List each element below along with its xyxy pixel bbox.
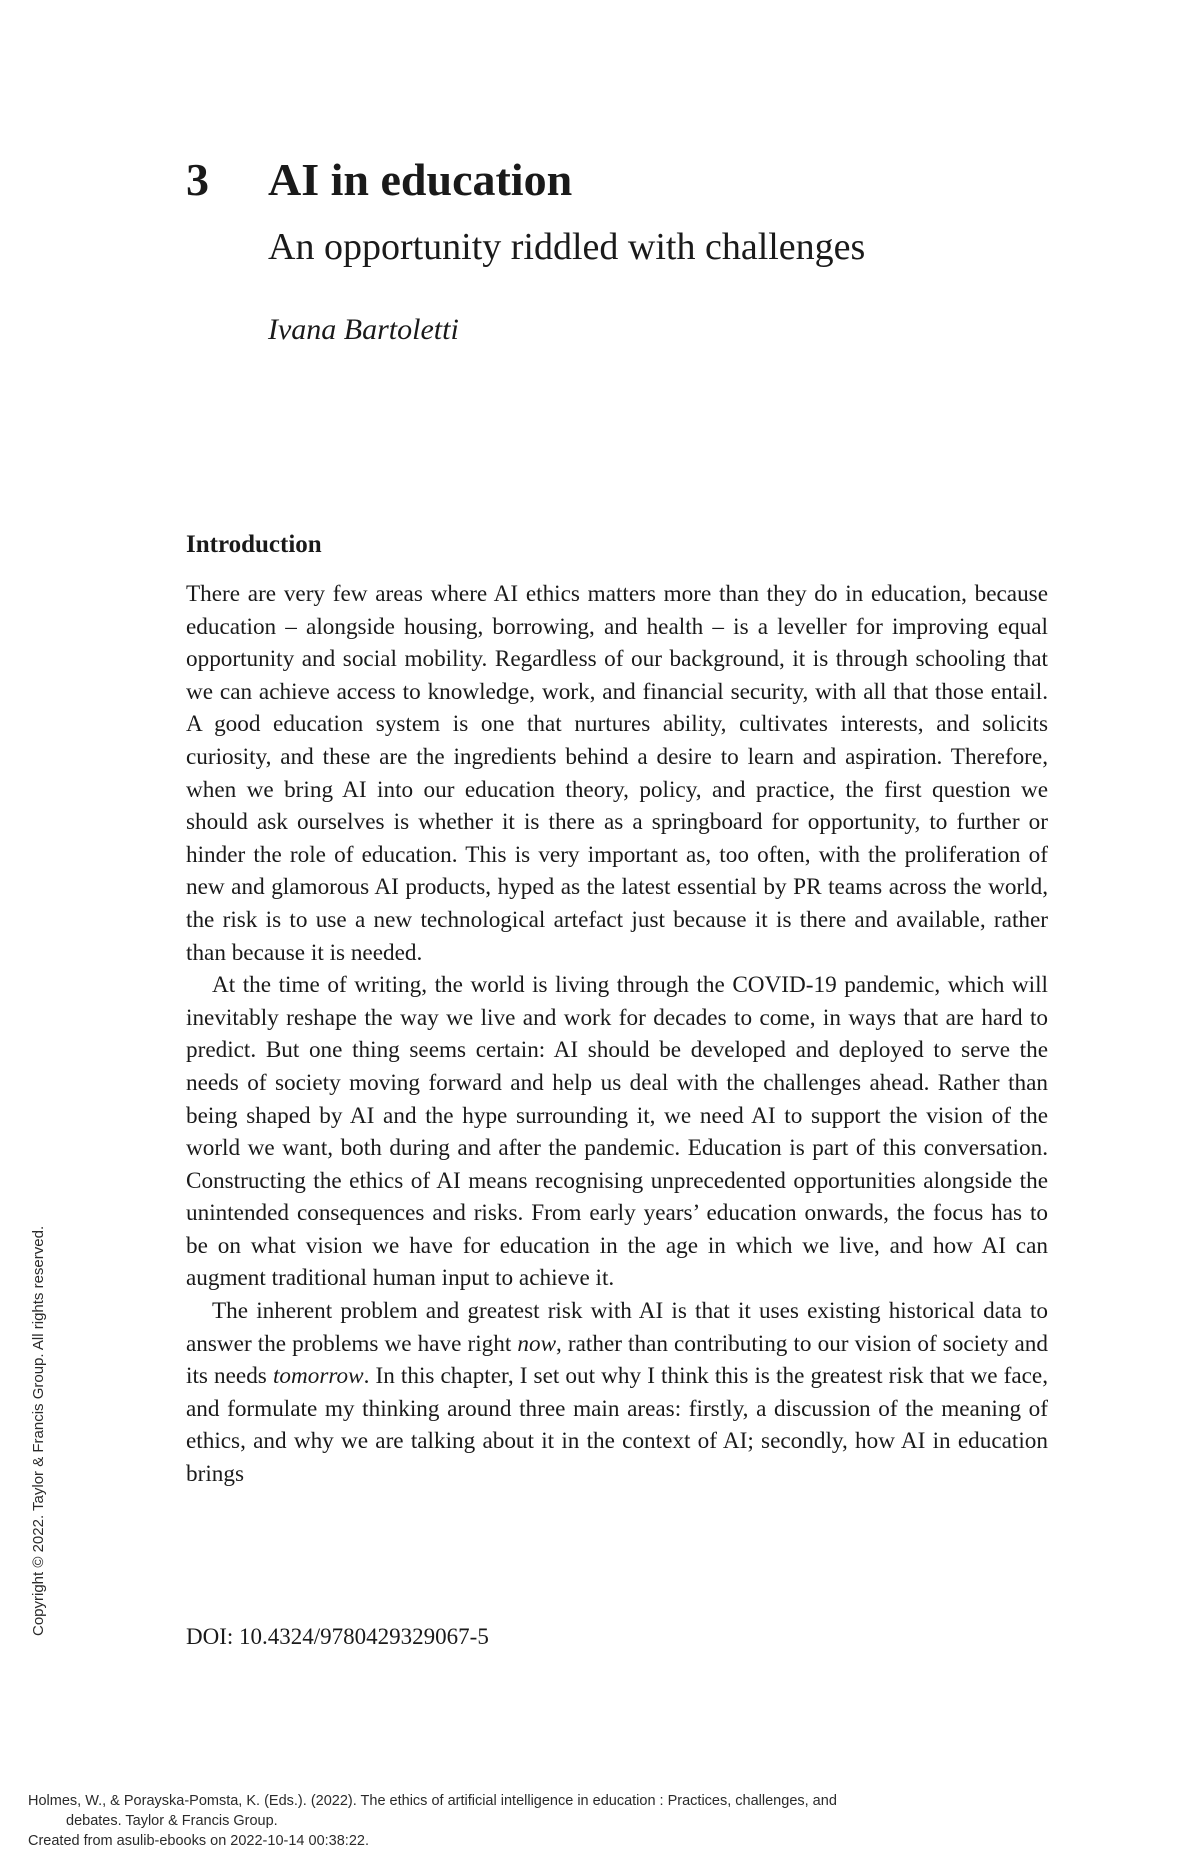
chapter-author: Ivana Bartoletti <box>268 313 459 346</box>
side-copyright-notice: Copyright © 2022. Taylor & Francis Group. All rights reserved. <box>30 1225 47 1636</box>
citation-line-3: Created from asulib-ebooks on 2022-10-14 00:38:22. <box>28 1833 369 1849</box>
paragraph-3-part-1: The inherent problem and greatest risk with AI is that it uses existing historical data to answer the problems we have right <box>186 1298 1048 1357</box>
paragraph-3-part-3: . In this chapter, I set out why I think this is the greatest risk that we face, and formulate my thinking around three main areas: firstly, a discussion of the meaning of ethics, and why we are talking about it in the context of AI; secondly, how AI in education brings <box>186 1363 1049 1488</box>
doi-reference: DOI: 10.4324/9780429329067-5 <box>186 1624 489 1649</box>
chapter-number: 3 <box>186 154 209 205</box>
paragraph-2: At the time of writing, the world is living through the COVID-19 pandemic, which will inevitably reshape the way we live and work for decades to come, in ways that are hard to predict. But one thing seems certain: AI should be developed and deployed to serve the needs of society moving forward and help us deal with the challenges ahead. Rather than being shaped by AI and the hype surrounding it, we need AI to support the vision of the world we want, both during and after the pandemic. Education is part of this conversation. Constructing the ethics of AI means recognising unprecedented opportunities alongside the unintended consequences and risks. From early years’ education onwards, the focus has to be on what vision we have for education in the age in which we live, and how AI can augment traditional human input to achieve it. <box>186 972 1048 1292</box>
paragraph-3 <box>186 1295 1048 1491</box>
paragraph-3-part-2: , rather than contributing to our vision of society and its needs <box>186 1330 1048 1390</box>
citation-footer <box>28 1791 1028 1851</box>
emphasis-now: now <box>517 1330 557 1357</box>
citation-line-1: Holmes, W., & Porayska-Pomsta, K. (Eds.). (2022). The ethics of artificial intelligence in education : Practices, challenges, and <box>28 1793 837 1809</box>
section-heading: Introduction <box>186 531 322 558</box>
citation-line-2: debates. Taylor & Francis Group. <box>66 1813 278 1829</box>
body-text <box>186 578 1048 1491</box>
chapter-subtitle: An opportunity riddled with challenges <box>268 226 866 268</box>
paragraph-1: There are very few areas where AI ethics matters more than they do in education, because education – alongside housing, borrowing, and health – is a leveller for improving equal opportunity and social mobility. Regardless of our background, it is through schooling that we can achieve access to knowledge, work, and financial security, with all that those entail. A good education system is one that nurtures ability, cultivates interests, and solicits curiosity, and these are the ingredients behind a desire to learn and aspiration. Therefore, when we bring AI into our education theory, policy, and practice, the first question we should ask ourselves is whether it is there as a springboard for opportunity, to further or hinder the role of education. This is very important as, too often, with the proliferation of new and glamorous AI products, hyped as the latest essential by PR teams across the world, the risk is to use a new technological artefact just because it is there and available, rather than because it is needed. <box>186 581 1048 966</box>
emphasis-tomorrow: tomorrow <box>272 1363 364 1390</box>
chapter-title: AI in education <box>268 154 573 205</box>
